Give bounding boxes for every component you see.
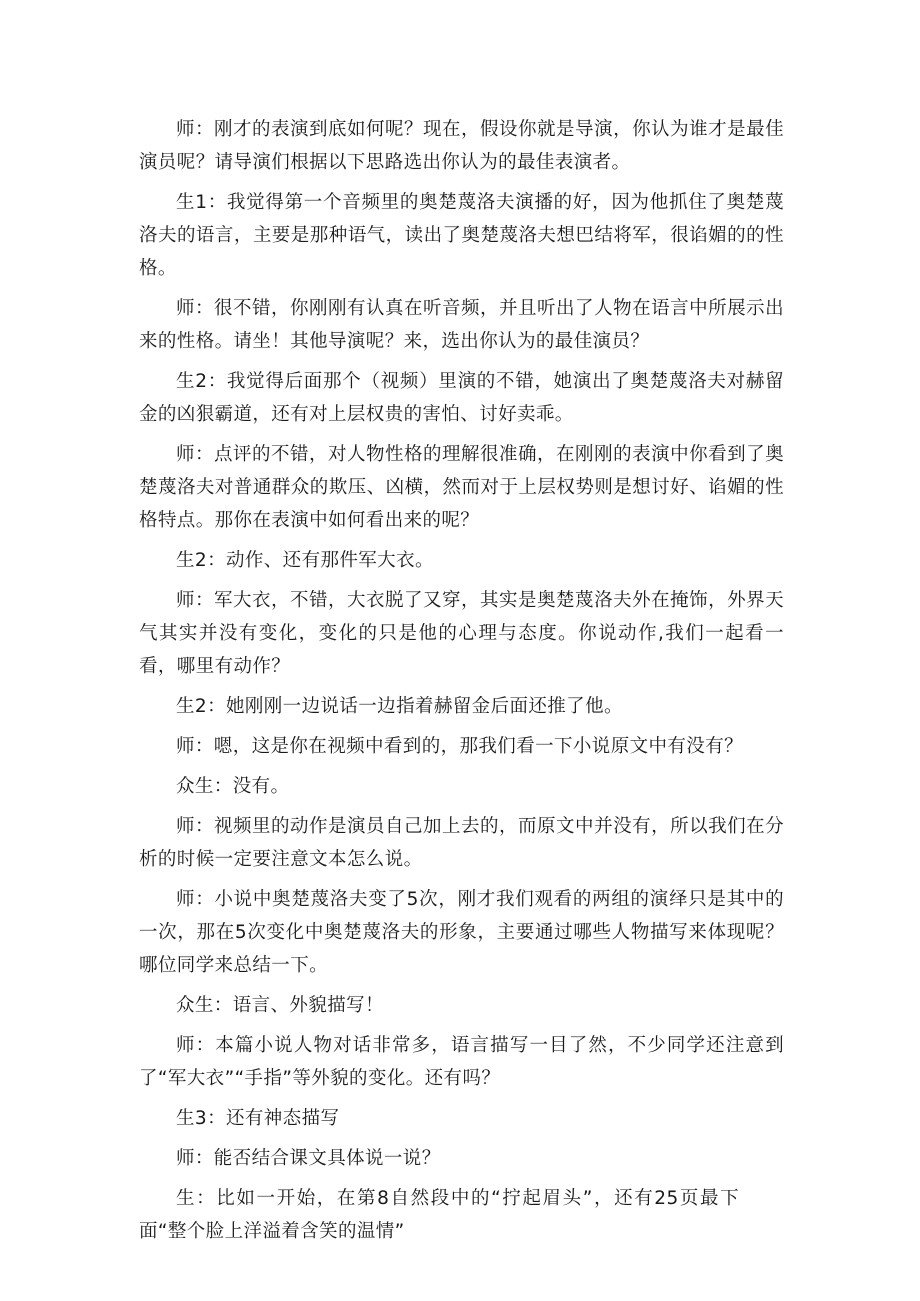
paragraph-teacher-4: 师：军大衣，不错，大衣脱了又穿，其实是奥楚蔑洛夫外在掩饰，外界天气其实并没有变化，变化的只是他的心理与态度。你说动作,我们一起看一看，哪里有动作？ (139, 590, 784, 677)
paragraph-student-2c: 生2：她刚刚一边说话一边指着赫留金后面还推了他。 (176, 696, 623, 717)
paragraph-student-4: 生：比如一开始，在第8自然段中的“拧起眉头”，还有25页最下面“整个脸上洋溢着含笑的温情” (139, 1188, 739, 1242)
paragraph-teacher-1: 师：刚才的表演到底如何呢？现在，假设你就是导演，你认为谁才是最佳演员呢？请导演们根据以下思路选出你认为的最佳表演者。 (139, 119, 784, 173)
paragraph-teacher-5: 师：嗯，这是你在视频中看到的，那我们看一下小说原文中有没有？ (176, 736, 744, 757)
paragraph-student-1: 生1：我觉得第一个音频里的奥楚蔑洛夫演播的好，因为他抓住了奥楚蔑洛夫的语言，主要是那种语气，读出了奥楚蔑洛夫想巴结将军，很谄媚的的性格。 (139, 192, 784, 279)
paragraph-student-3: 生3：还有神态描写 (176, 1108, 340, 1129)
paragraph-student-2a: 生2：我觉得后面那个（视频）里演的不错，她演出了奥楚蔑洛夫对赫留金的凶狠霸道，还有对上层权贵的害怕、讨好卖乖。 (139, 371, 784, 425)
paragraph-teacher-8: 师：本篇小说人物对话非常多，语言描写一目了然，不少同学还注意到了“军大衣”“手指”等外貌的变化。还有吗？ (139, 1035, 784, 1089)
paragraph-teacher-6: 师：视频里的动作是演员自己加上去的，而原文中并没有，所以我们在分析的时候一定要注意文本怎么说。 (139, 816, 784, 870)
paragraph-teacher-3: 师：点评的不错，对人物性格的理解很准确，在刚刚的表演中你看到了奥楚蔑洛夫对普通群众的欺压、凶横，然而对于上层权势则是想讨好、谄媚的性格特点。那你在表演中如何看出来的呢？ (139, 444, 784, 531)
paragraph-teacher-2: 师：很不错，你刚刚有认真在听音频，并且听出了人物在语言中所展示出来的性格。请坐！其他导演呢？来，选出你认为的最佳演员？ (139, 298, 784, 352)
document-body (139, 113, 784, 1255)
paragraph-class-2: 众生：语言、外貌描写！ (176, 995, 384, 1016)
paragraph-teacher-7: 师：小说中奥楚蔑洛夫变了5次，刚才我们观看的两组的演绎只是其中的一次，那在5次变化中奥楚蔑洛夫的形象，主要通过哪些人物描写来体现呢？哪位同学来总结一下。 (139, 889, 784, 976)
paragraph-student-2b: 生2：动作、还有那件军大衣。 (176, 550, 434, 571)
paragraph-teacher-9: 师：能否结合课文具体说一说？ (176, 1148, 441, 1169)
paragraph-class-1: 众生：没有。 (176, 776, 290, 797)
